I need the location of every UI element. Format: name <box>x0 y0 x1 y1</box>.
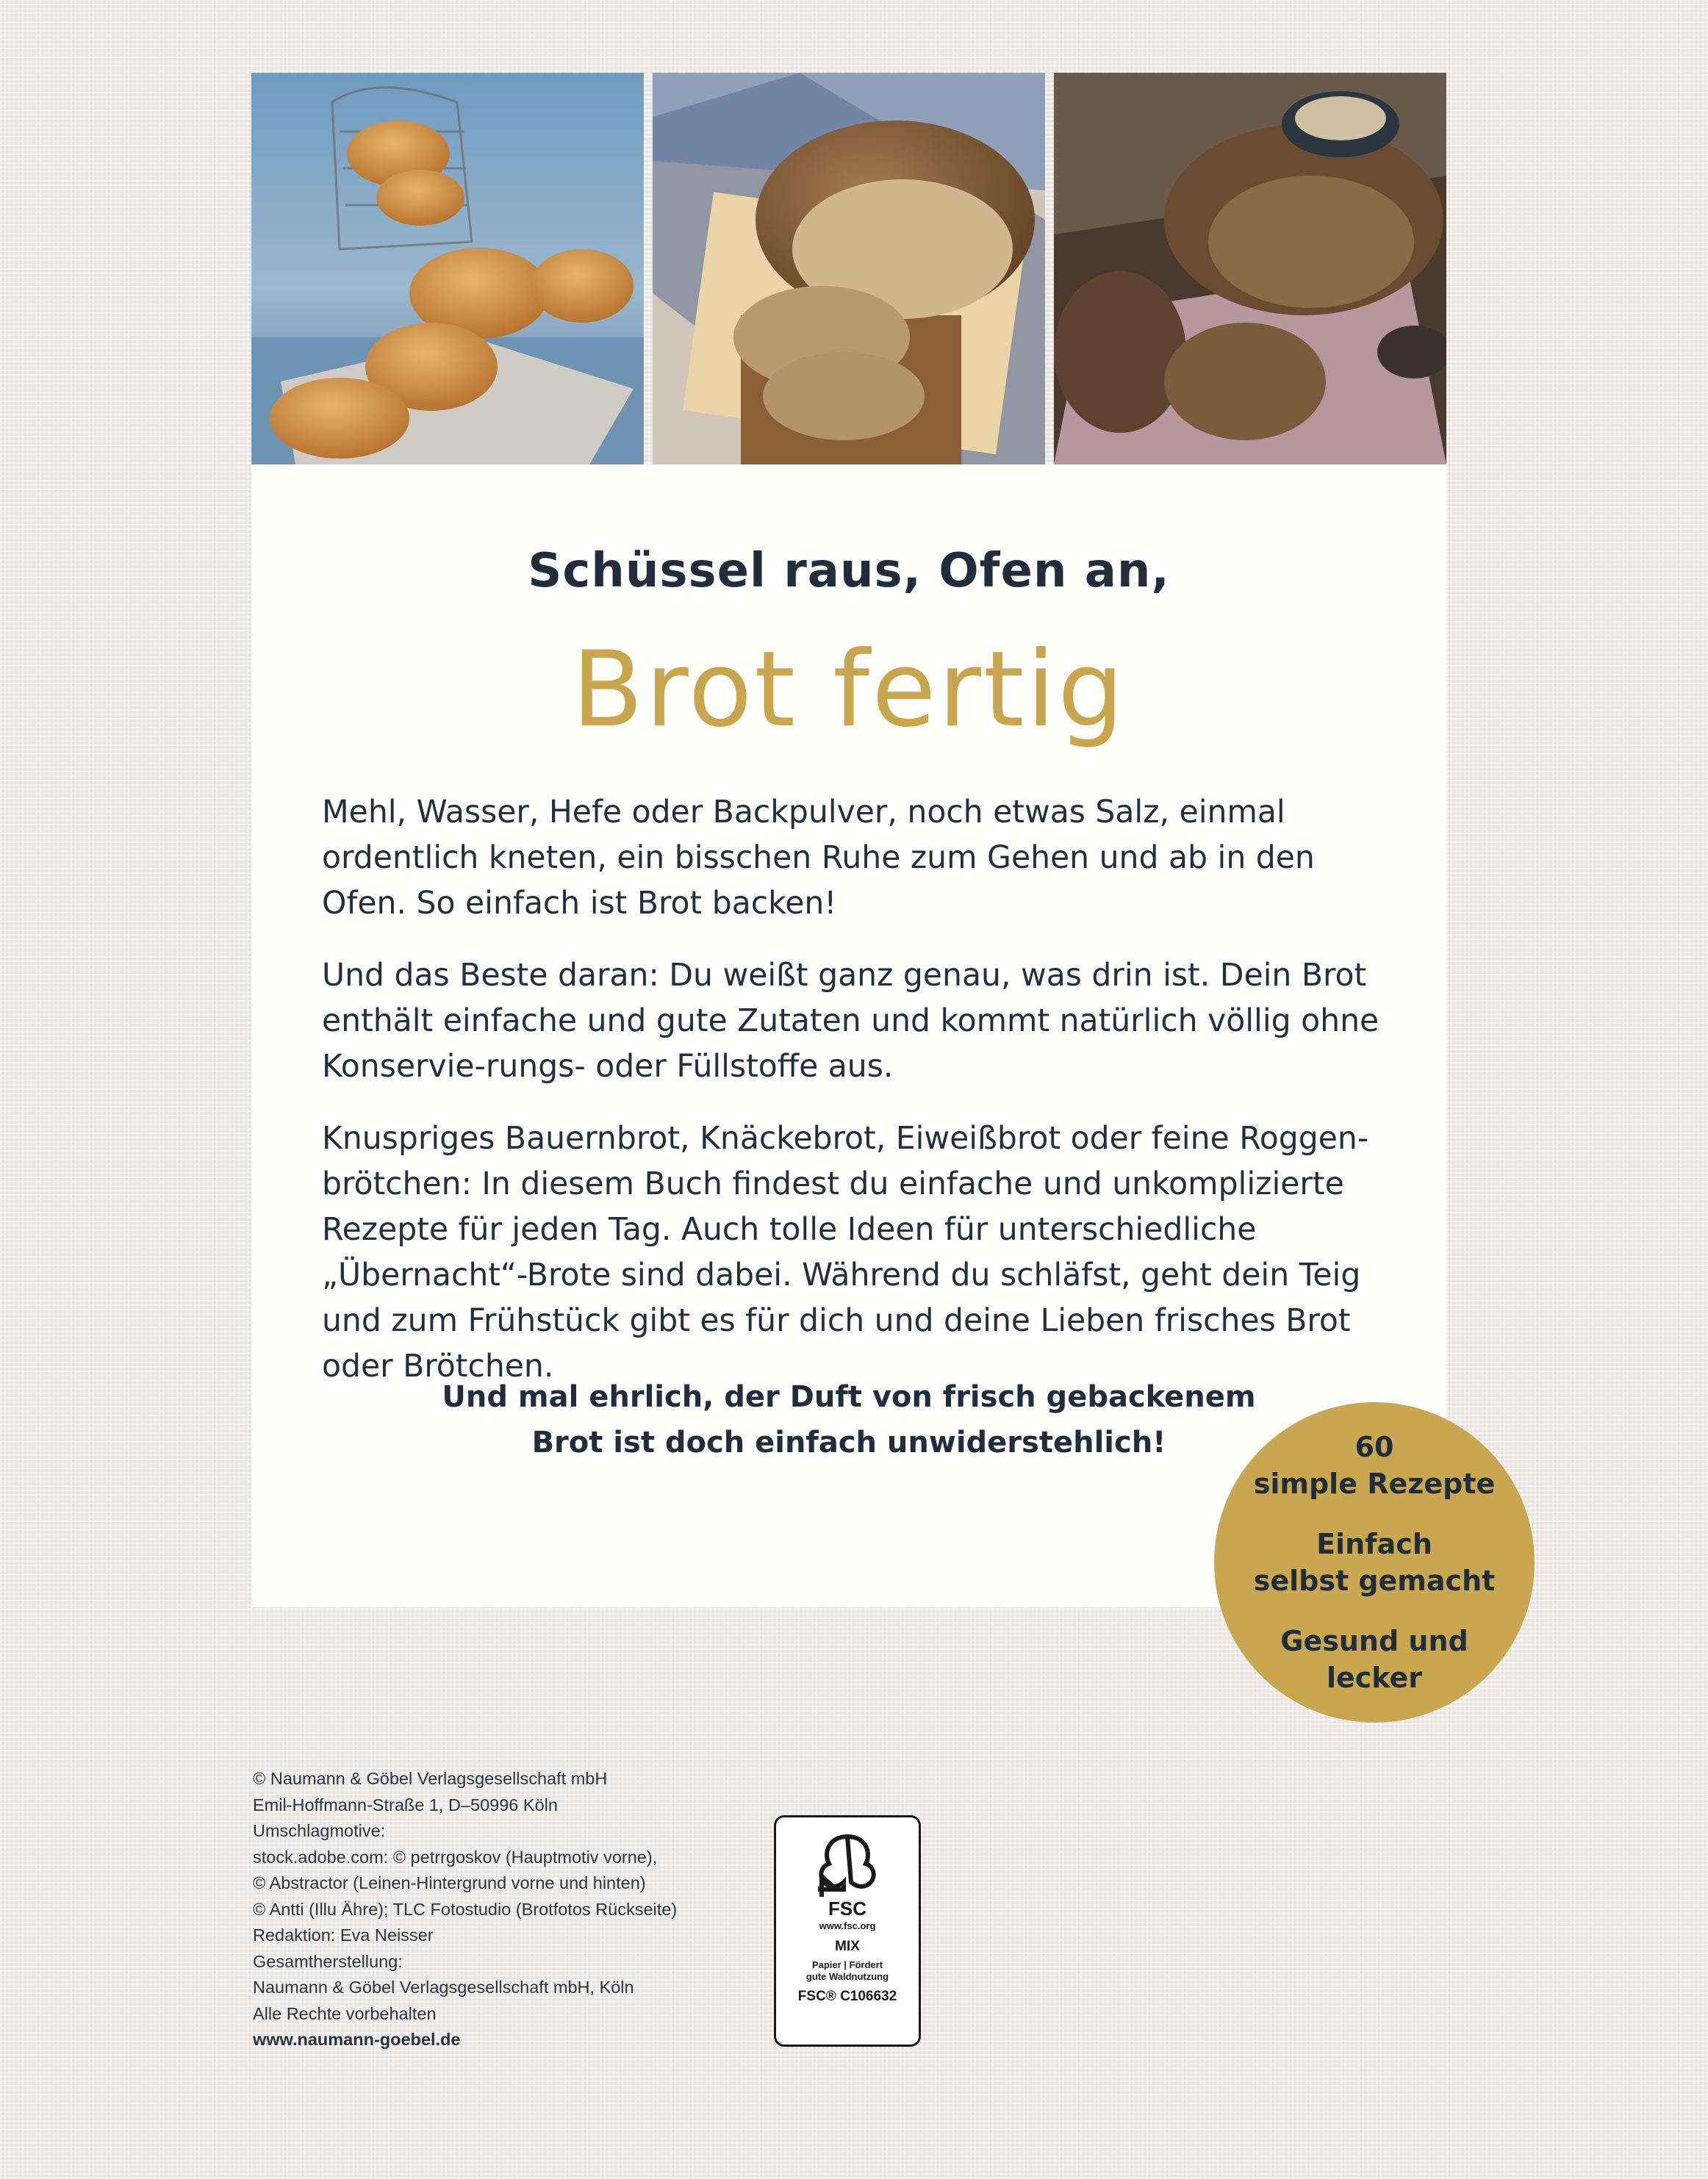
badge-homemade-line2: selbst gemacht <box>1253 1565 1496 1597</box>
imprint-line: Gesamtherstellung: <box>253 1951 403 1971</box>
badge-homemade-line1: Einfach <box>1316 1528 1432 1560</box>
imprint-line: Alle Rechte vorbehalten <box>253 2003 437 2023</box>
bread-rolls-photo <box>251 73 644 464</box>
sliced-sourdough-loaf-photo <box>653 73 1045 464</box>
fsc-mix-label: MIX <box>835 1939 860 1954</box>
fsc-claim-line-1: Papier | Fördert <box>811 1959 883 1970</box>
closing-line-1: Und mal ehrlich, der Duft von frisch gebackenem <box>442 1380 1256 1414</box>
imprint-line: Emil-Hoffmann-Straße 1, D–50996 Köln <box>253 1795 558 1814</box>
imprint-line: Naumann & Göbel Verlagsgesellschaft mbH, Köln <box>253 1978 634 1997</box>
imprint-line: Umschlagmotive: <box>253 1821 386 1840</box>
imprint-line: © Abstractor (Leinen-Hintergrund vorne und hinten) <box>253 1873 646 1892</box>
feature-badge <box>1214 1402 1535 1723</box>
fsc-claim-line-2: gute Waldnutzung <box>805 1971 889 1982</box>
paragraph-ingredients: Und das Beste daran: Du weißt ganz genau, was drin ist. Dein Brot enthält einfache und gute Zutaten und kommt natürlich völlig ohne Konservie-rungs- oder Füllstoffe aus. <box>322 958 1379 1085</box>
subtitle: Schüssel raus, Ofen an, <box>528 544 1170 598</box>
imprint-line: stock.adobe.com: © petrrgoskov (Hauptmotiv vorne), <box>253 1847 658 1867</box>
badge-homemade <box>1254 1526 1496 1599</box>
paragraph-intro: Mehl, Wasser, Hefe oder Backpulver, noch etwas Salz, einmal ordentlich kneten, ein bisschen Ruhe zum Gehen und ab in den Ofen. So einfach ist Brot backen! <box>322 794 1315 922</box>
imprint-line: © Antti (Illu Ähre); TLC Fotostudio (Brotfotos Rückseite) <box>253 1899 678 1919</box>
fsc-tree-icon <box>807 1831 888 1919</box>
badge-healthy-line2: lecker <box>1326 1662 1423 1694</box>
fsc-license-code: FSC® C106632 <box>797 1989 897 2004</box>
imprint-line: Redaktion: Eva Neisser <box>253 1925 434 1945</box>
imprint-line: © Naumann & Göbel Verlagsgesellschaft mbH <box>253 1769 608 1788</box>
badge-recipes-label: simple Rezepte <box>1253 1468 1496 1500</box>
imprint <box>253 1766 767 2053</box>
page-title: Brot fertig <box>571 629 1127 750</box>
fsc-logo-text: FSC <box>828 1898 866 1919</box>
fsc-claim <box>776 1959 919 1983</box>
fsc-url: www.fsc.org <box>819 1920 876 1931</box>
badge-healthy-line1: Gesund und <box>1280 1625 1468 1657</box>
fsc-label <box>774 1815 921 2047</box>
closing-line-2: Brot ist doch einfach unwiderstehlich! <box>531 1426 1166 1460</box>
badge-recipes <box>1254 1429 1496 1502</box>
badge-recipes-count: 60 <box>1354 1431 1394 1463</box>
publisher-website-link[interactable]: www.naumann-goebel.de <box>253 2030 461 2049</box>
badge-healthy <box>1280 1623 1468 1696</box>
seeded-wholegrain-bread-photo <box>1054 73 1446 464</box>
paragraph-recipes: Knuspriges Bauernbrot, Knäckebrot, Eiweißbrot oder feine Roggen-brötchen: In diesem Buch findest du einfache und unkomplizierte Rezepte für jeden Tag. Auch tolle Ideen für unterschiedliche „Übernacht“-Brote sind dabei. Während du schläfst, geht dein Teig und zum Frühstück gibt es für dich und deine Lieben frisches Brot oder Brötchen. <box>322 1121 1369 1385</box>
